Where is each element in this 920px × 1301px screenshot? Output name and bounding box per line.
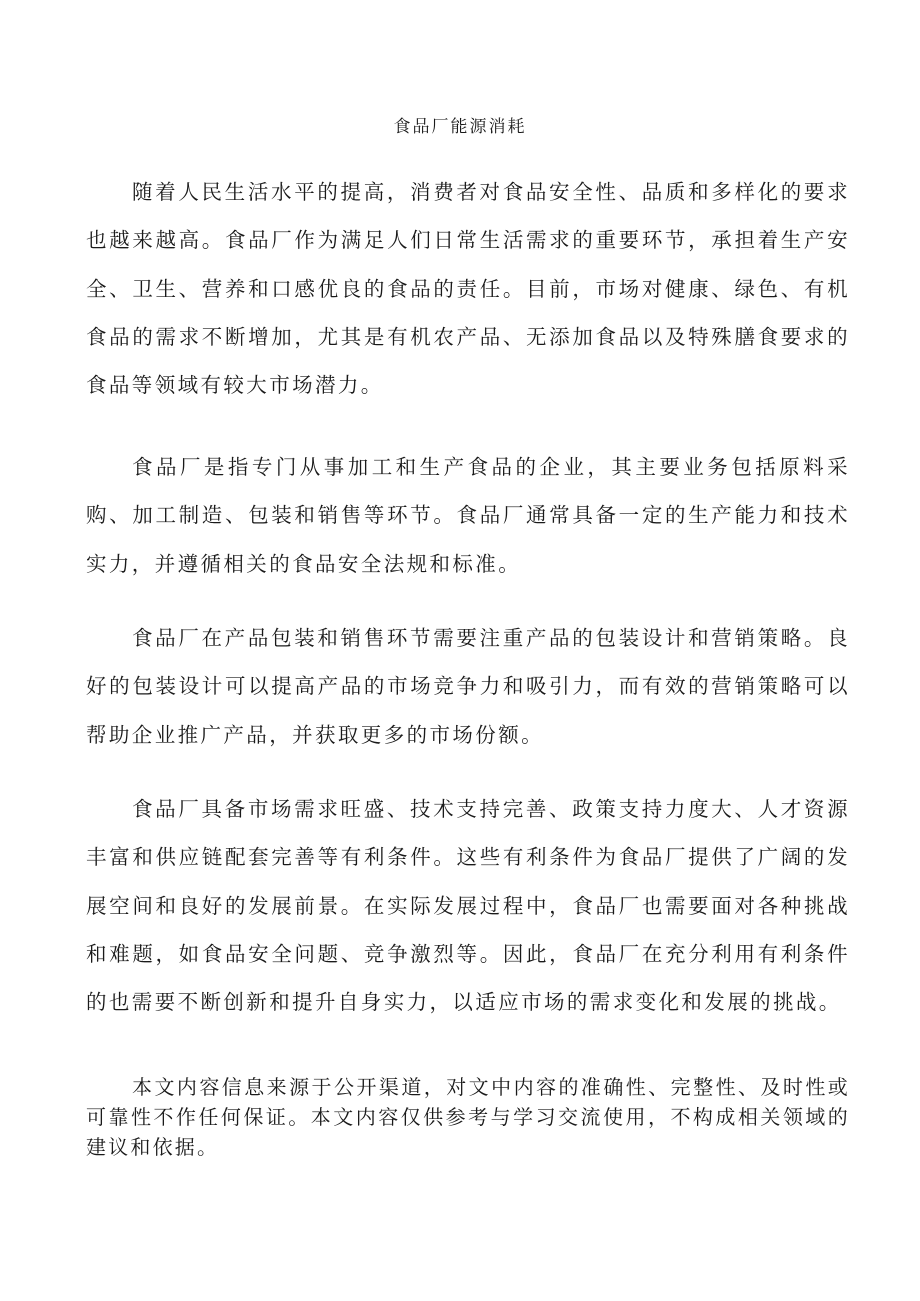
paragraph-market-demand: 随着人民生活水平的提高，消费者对食品安全性、品质和多样化的要求也越来越高。食品厂作为满足人们日常生活需求的重要环节，承担着生产安全、卫生、营养和口感优良的食品的责任。目前，市场对健康、绿色、有机食品的需求不断增加，尤其是有机农产品、无添加食品以及特殊膳食要求的食品等领域有较大市场潜力。: [86, 180, 850, 398]
document-title: 食品厂能源消耗: [393, 117, 527, 137]
disclaimer: 本文内容信息来源于公开渠道，对文中内容的准确性、完整性、及时性或可靠性不作任何保证。本文内容仅供参考与学习交流使用，不构成相关领域的建议和依据。: [86, 1075, 850, 1159]
paragraph-definition: 食品厂是指专门从事加工和生产食品的企业，其主要业务包括原料采购、加工制造、包装和销售等环节。食品厂通常具备一定的生产能力和技术实力，并遵循相关的食品安全法规和标准。: [86, 455, 850, 576]
paragraph-conditions: 食品厂具备市场需求旺盛、技术支持完善、政策支持力度大、人才资源丰富和供应链配套完善等有利条件。这些有利条件为食品厂提供了广阔的发展空间和良好的发展前景。在实际发展过程中，食品厂也需要面对各种挑战和难题，如食品安全问题、竞争激烈等。因此，食品厂在充分利用有利条件的也需要不断创新和提升自身实力，以适应市场的需求变化和发展的挑战。: [86, 797, 850, 1015]
paragraph-packaging-marketing: 食品厂在产品包装和销售环节需要注重产品的包装设计和营销策略。良好的包装设计可以提高产品的市场竞争力和吸引力，而有效的营销策略可以帮助企业推广产品，并获取更多的市场份额。: [86, 626, 850, 747]
